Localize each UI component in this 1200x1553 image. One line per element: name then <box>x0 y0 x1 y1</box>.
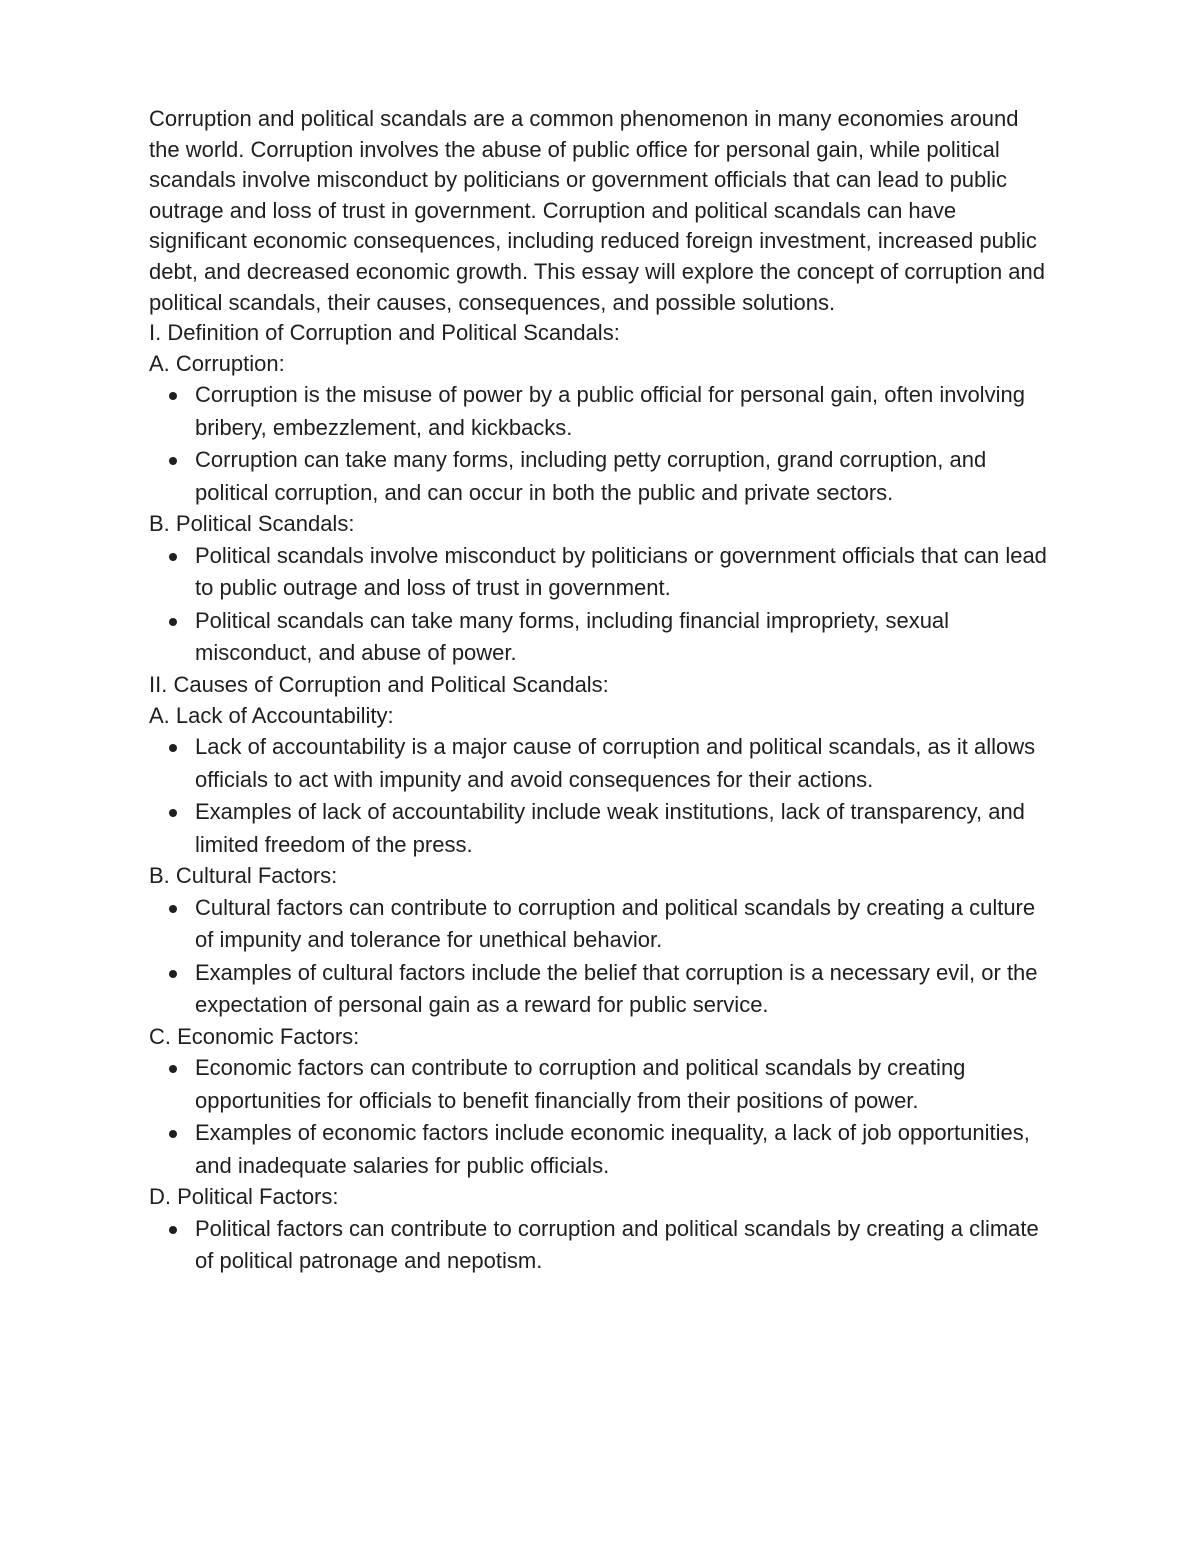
list-item <box>149 731 1054 796</box>
list-item <box>149 379 1054 444</box>
list-item-text: Cultural factors can contribute to corruption and political scandals by creating a culture of impunity and tolerance for unethical behavior. <box>195 894 1036 953</box>
bullet-icon <box>169 1226 177 1234</box>
subsection-heading: B. Cultural Factors: <box>149 863 338 889</box>
list-item <box>149 892 1054 957</box>
list-item-text: Examples of cultural factors include the belief that corruption is a necessary evil, or the expectation of personal gain as a reward for public service. <box>195 959 1038 1018</box>
list-item-text: Political scandals involve misconduct by politicians or government officials that can lead to public outrage and loss of trust in government. <box>195 542 1047 601</box>
bullet-icon <box>169 905 177 913</box>
bullet-icon <box>169 392 177 400</box>
bullet-icon <box>169 809 177 817</box>
list-item-text: Political scandals can take many forms, including financial impropriety, sexual misconduct, and abuse of power. <box>195 607 950 666</box>
section-heading: I. Definition of Corruption and Political Scandals: <box>149 320 620 346</box>
subsection-heading: C. Economic Factors: <box>149 1023 360 1049</box>
subsection-heading: A. Corruption: <box>149 350 285 376</box>
document-page <box>149 104 1054 1278</box>
bullet-list <box>149 540 1054 670</box>
list-item <box>149 957 1054 1022</box>
list-item-text: Economic factors can contribute to corruption and political scandals by creating opportunities for officials to benefit financially from their positions of power. <box>195 1055 966 1113</box>
subsection-heading: D. Political Factors: <box>149 1184 339 1210</box>
bullet-list <box>149 1213 1054 1278</box>
section-heading: II. Causes of Corruption and Political Scandals: <box>149 671 609 697</box>
subsection-heading: A. Lack of Accountability: <box>149 702 394 728</box>
subsection-heading: B. Political Scandals: <box>149 511 355 537</box>
list-item <box>149 1117 1054 1182</box>
list-item <box>149 1213 1054 1278</box>
intro-paragraph: Corruption and political scandals are a common phenomenon in many economies around the world. Corruption involves the abuse of public office for personal gain, while political scandals involve misconduct by politicians or government officials that can lead to public outrage and loss of trust in government. Corruption and political scandals can have significant economic consequences, including reduced foreign investment, increased public debt, and decreased economic growth. This essay will explore the concept of corruption and political scandals, their causes, consequences, and possible solutions. <box>149 106 1045 315</box>
list-item-text: Political factors can contribute to corruption and political scandals by creating a climate of political patronage and nepotism. <box>195 1215 1039 1274</box>
bullet-icon <box>169 457 177 465</box>
list-item-text: Corruption is the misuse of power by a public official for personal gain, often involving bribery, embezzlement, and kickbacks. <box>195 382 1025 440</box>
bullet-list <box>149 892 1054 1022</box>
list-item-text: Examples of lack of accountability include weak institutions, lack of transparency, and limited freedom of the press. <box>195 799 1025 857</box>
bullet-list <box>149 731 1054 861</box>
bullet-list <box>149 1052 1054 1182</box>
bullet-icon <box>169 744 177 752</box>
list-item-text: Examples of economic factors include economic inequality, a lack of job opportunities, and inadequate salaries for public officials. <box>195 1120 1030 1178</box>
list-item <box>149 444 1054 509</box>
bullet-icon <box>169 1130 177 1138</box>
bullet-icon <box>169 618 177 626</box>
list-item-text: Lack of accountability is a major cause of corruption and political scandals, as it allows officials to act with impunity and avoid consequences for their actions. <box>195 734 1036 792</box>
list-item <box>149 1052 1054 1117</box>
list-item <box>149 540 1054 605</box>
list-item <box>149 605 1054 670</box>
bullet-list <box>149 379 1054 509</box>
list-item-text: Corruption can take many forms, including petty corruption, grand corruption, and political corruption, and can occur in both the public and private sectors. <box>195 447 987 505</box>
bullet-icon <box>169 553 177 561</box>
bullet-icon <box>169 970 177 978</box>
bullet-icon <box>169 1065 177 1073</box>
list-item <box>149 796 1054 861</box>
